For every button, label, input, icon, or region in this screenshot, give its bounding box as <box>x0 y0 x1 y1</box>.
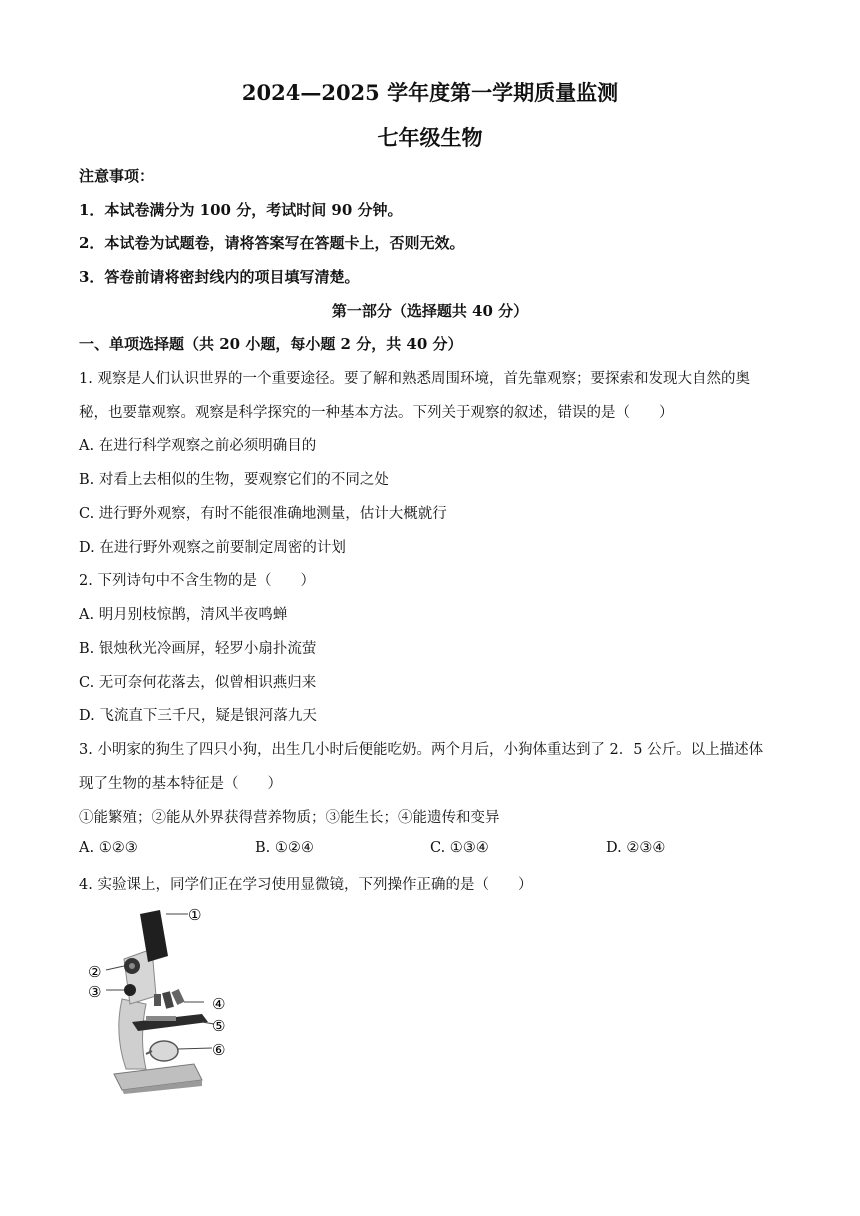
q3-stem-line1: 3. 小明家的狗生了四只小狗，出生几小时后便能吃奶。两个月后，小狗体重达到了 2．5 公斤。以上描述体 <box>79 742 764 758</box>
q2-option-d: D. 飞流直下三千尺，疑是银河落九天 <box>79 708 317 724</box>
q1-stem-line1: 1. 观察是人们认识世界的一个重要途径。要了解和熟悉周围环境，首先靠观察；要探索和发现大自然的奥 <box>79 371 750 387</box>
q1-stem-line2: 秘，也要靠观察。观察是科学探究的一种基本方法。下列关于观察的叙述，错误的是（ ） <box>79 405 674 421</box>
q2-option-a: A. 明月别枝惊鹊，清风半夜鸣蝉 <box>79 607 288 623</box>
q1-option-b: B. 对看上去相似的生物，要观察它们的不同之处 <box>79 472 389 488</box>
figure-label-4: ④ <box>212 995 226 1013</box>
figure-label-5: ⑤ <box>212 1017 226 1035</box>
q1-option-d: D. 在进行野外观察之前要制定周密的计划 <box>79 540 346 556</box>
q3-stem-line2: 现了生物的基本特征是（ ） <box>79 776 282 792</box>
figure-label-6: ⑥ <box>212 1041 226 1059</box>
q3-option-a: A. ①②③ <box>79 840 138 856</box>
q3-statements: ①能繁殖；②能从外界获得营养物质；③能生长；④能遗传和变异 <box>79 810 500 826</box>
q1-option-a: A. 在进行科学观察之前必须明确目的 <box>79 438 317 454</box>
figure-label-1: ① <box>188 906 202 924</box>
figure-label-3: ③ <box>88 983 102 1001</box>
q2-option-b: B. 银烛秋光冷画屏，轻罗小扇扑流萤 <box>79 641 317 657</box>
part-title: 第一部分（选择题共 40 分） <box>331 302 529 320</box>
notice-item-3: 3．答卷前请将密封线内的项目填写清楚。 <box>79 268 360 286</box>
q3-option-c: C. ①③④ <box>430 840 489 856</box>
q3-option-b: B. ①②④ <box>255 840 314 856</box>
q3-option-d: D. ②③④ <box>606 840 666 856</box>
notice-heading: 注意事项： <box>79 167 155 185</box>
exam-title: 2024—2025 学年度第一学期质量监测 <box>241 80 619 105</box>
notice-item-2: 2．本试卷为试题卷，请将答案写在答题卡上，否则无效。 <box>79 234 465 252</box>
microscope-icon <box>84 904 244 1094</box>
section-title: 一、单项选择题（共 20 小题，每小题 2 分，共 40 分） <box>79 335 463 353</box>
notice-item-1: 1．本试卷满分为 100 分，考试时间 90 分钟。 <box>79 201 403 219</box>
exam-subtitle: 七年级生物 <box>377 125 483 150</box>
q2-option-c: C. 无可奈何花落去，似曾相识燕归来 <box>79 675 317 691</box>
q2-stem: 2. 下列诗句中不含生物的是（ ） <box>79 573 315 589</box>
q1-option-c: C. 进行野外观察，有时不能很准确地测量，估计大概就行 <box>79 506 447 522</box>
microscope-figure <box>84 904 244 1094</box>
figure-label-2: ② <box>88 963 102 981</box>
q4-stem: 4. 实验课上，同学们正在学习使用显微镜，下列操作正确的是（ ） <box>79 877 533 893</box>
